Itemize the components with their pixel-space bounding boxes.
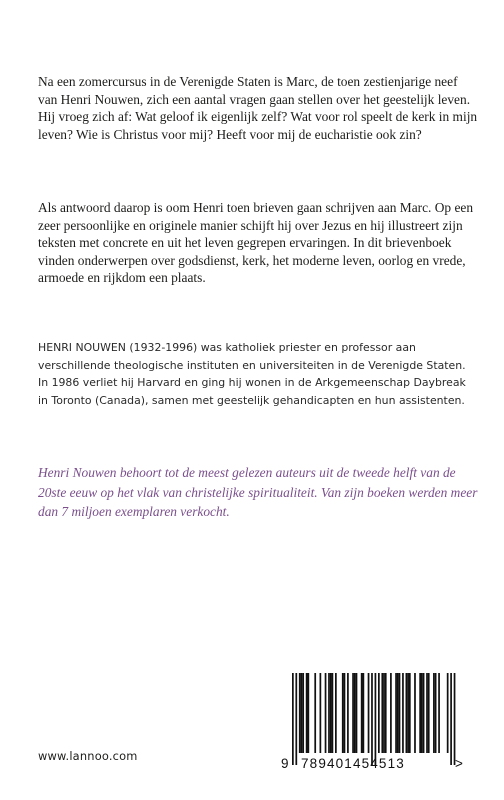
barcode-bar xyxy=(383,673,385,753)
barcode-bar xyxy=(426,673,428,753)
quiet-zone-mark: > xyxy=(455,756,463,771)
barcode-bar xyxy=(402,673,404,753)
barcode-guard-bar xyxy=(295,673,297,765)
barcode-guard-bar xyxy=(450,673,452,765)
barcode-bar xyxy=(306,673,308,753)
barcode-bar xyxy=(314,673,316,753)
barcode-bar xyxy=(368,673,370,753)
barcode-bar xyxy=(397,673,399,753)
barcode-bar xyxy=(299,673,301,753)
description-paragraph-answer: Als antwoord daarop is oom Henri toen brieven gaan schrijven aan Marc. Op een zeer persoonlijke en originele manier schijft hij over Jezus en hij illustreert zijn teksten met concrete en uit het leven gegrepen ervaringen. In dit brievenboek vinden onderwerpen over godsdienst, kerk, het moderne leven, oorlog en vrede, armoede en rijkdom een plaats. xyxy=(38,200,474,286)
barcode-bar xyxy=(356,673,358,753)
barcode-bar xyxy=(344,673,346,753)
barcode-bar xyxy=(447,673,449,753)
description-paragraph-intro: Na een zomercursus in de Verenigde Staten is Marc, de toen zestienjarige neef van Henri Nouwen, zich een aantal vragen gaan stellen over het geestelijk leven. Hij vroeg zich af: Wat geloof ik eigenlijk zelf? Wat voor rol speelt de kerk in mijn leven? Wie is Christus voor mij? Heeft voor mij de eucharistie ook zin? xyxy=(38,74,478,142)
barcode-bar xyxy=(342,673,344,753)
barcode-bar xyxy=(307,673,309,753)
barcode-bar xyxy=(352,673,354,753)
barcode-bar xyxy=(406,673,408,753)
barcode-bar xyxy=(435,673,437,753)
barcode-bar xyxy=(414,673,416,753)
barcode-bar xyxy=(302,673,304,753)
barcode-guard-bar xyxy=(375,673,377,765)
barcode-bar xyxy=(361,673,363,753)
barcode-bar xyxy=(428,673,430,753)
barcode-bar xyxy=(381,673,383,753)
barcode-bar xyxy=(335,673,337,753)
barcode-bar xyxy=(328,673,330,753)
barcode-bar xyxy=(421,673,423,753)
barcode-bar xyxy=(378,673,380,753)
isbn-number xyxy=(279,753,465,775)
barcode-bar xyxy=(325,673,327,753)
barcode-bar xyxy=(409,673,411,753)
isbn-digits: 789401454513 xyxy=(301,756,405,771)
barcode-bar xyxy=(390,673,392,753)
barcode-guard-bar xyxy=(454,673,456,765)
isbn-barcode xyxy=(279,665,465,785)
barcode-bar xyxy=(347,673,349,753)
barcode-bar xyxy=(423,673,425,753)
barcode-guard-bar xyxy=(292,673,294,765)
barcode-bar xyxy=(301,673,303,753)
barcode-bar xyxy=(433,673,435,753)
barcode-bar xyxy=(438,673,440,753)
barcode-bar xyxy=(363,673,365,753)
author-bio: HENRI NOUWEN (1932-1996) was katholiek priester en professor aan verschillende theologische instituten en universiteiten in de Verenigde Staten. In 1986 verliet hij Harvard en ging hij wonen in de Arkgemeenschap Daybreak in Toronto (Canada), samen met geestelijk gehandicapten en hun assistenten. xyxy=(38,341,466,407)
barcode-bar xyxy=(385,673,387,753)
barcode-bar xyxy=(320,673,322,753)
barcode-bar xyxy=(332,673,334,753)
author-quote: Henri Nouwen behoort tot de meest gelezen auteurs uit de tweede helft van de 20ste eeuw op het vlak van christelijke spiritualiteit. Van zijn boeken werden meer dan 7 miljoen exemplaren verkocht. xyxy=(38,465,478,519)
publisher-website: www.lannoo.com xyxy=(38,749,138,763)
barcode-bar xyxy=(419,673,421,753)
barcode-bar xyxy=(354,673,356,753)
barcode-bar xyxy=(399,673,401,753)
barcode-guard-bar xyxy=(371,673,373,765)
isbn-lead-digit: 9 xyxy=(281,756,289,771)
barcode-bar xyxy=(407,673,409,753)
barcode-bar xyxy=(395,673,397,753)
barcode-bar xyxy=(330,673,332,753)
